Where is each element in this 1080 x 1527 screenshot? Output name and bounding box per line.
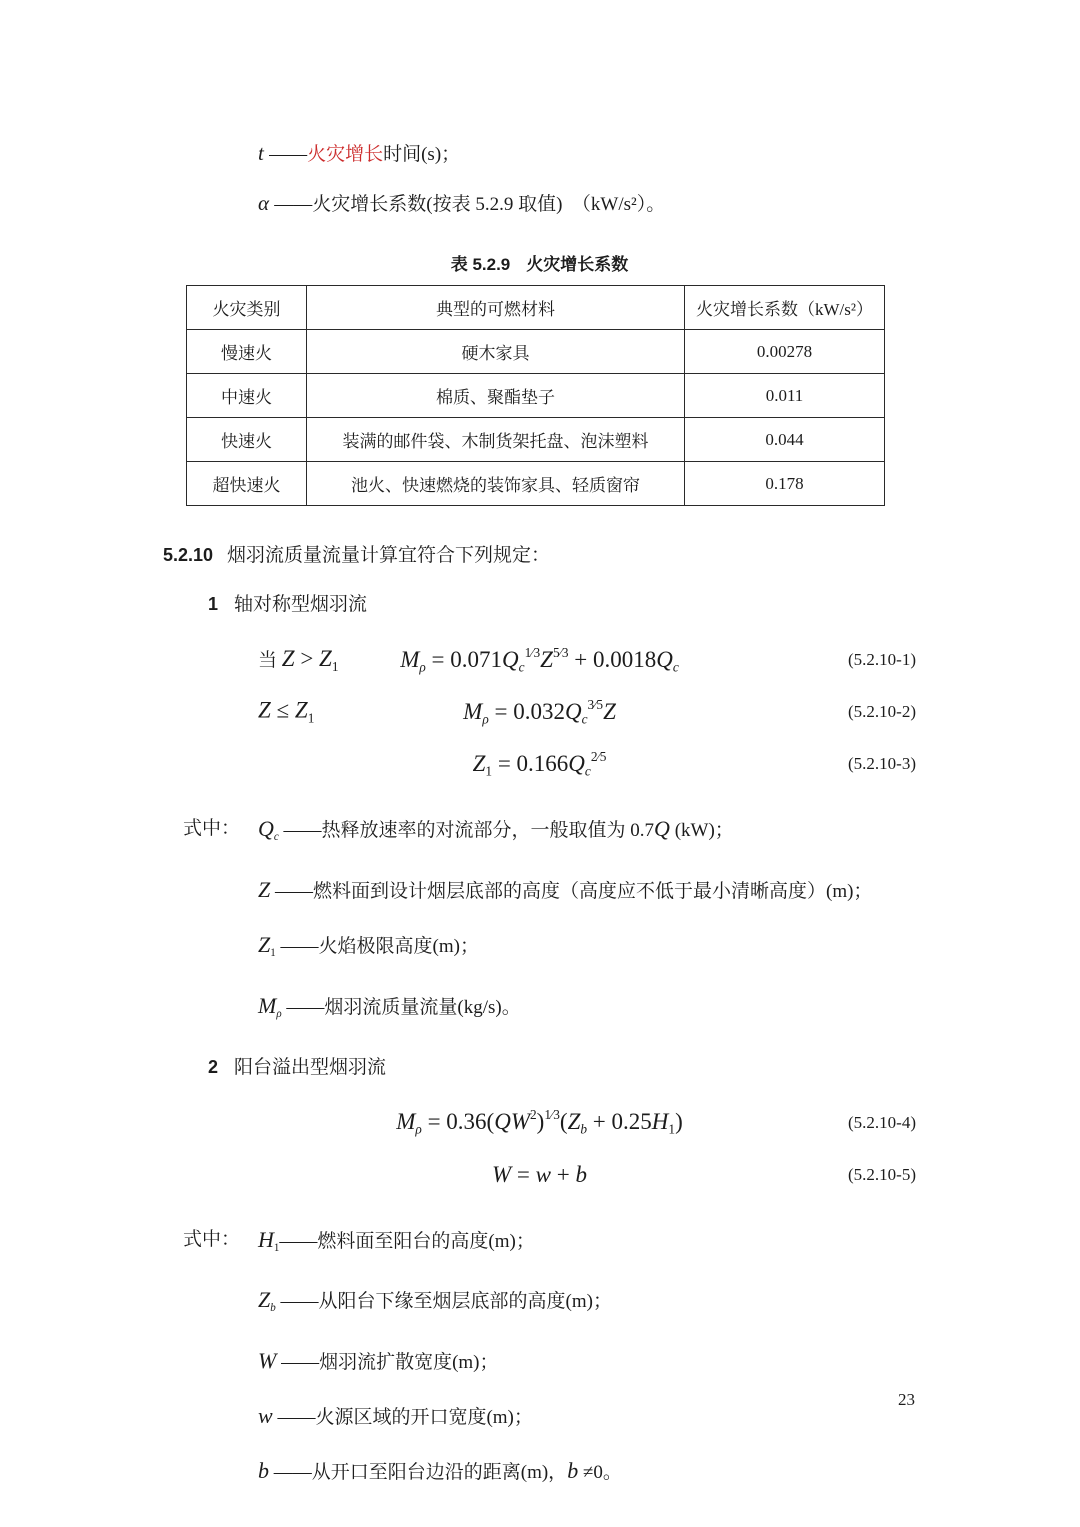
equation-number: (5.2.10-2) — [848, 702, 916, 721]
table-row — [187, 374, 885, 418]
table-cell: 硬木家具 — [307, 330, 685, 374]
table-cell: 中速火 — [187, 374, 307, 418]
table-cell: 池火、快速燃烧的装饰家具、轻质窗帘 — [307, 462, 685, 506]
section-number: 5.2.10 — [163, 545, 214, 565]
definition-text: $H_1——$燃料面至阳台的高度(m)； — [258, 1226, 535, 1254]
table-row — [187, 418, 885, 462]
subsection-2 — [208, 1052, 916, 1083]
page-content — [163, 0, 916, 1511]
section-5-2-10 — [163, 540, 916, 571]
equation-5-2-10-3 — [163, 738, 916, 790]
equation-number: (5.2.10-1) — [848, 650, 916, 669]
table-cell: 慢速火 — [187, 330, 307, 374]
equation-body: $Z_1 = 0.166Q_c^{2⁄5}$ — [472, 748, 607, 779]
table-header-row — [187, 286, 885, 330]
definition-item — [163, 875, 916, 907]
equation-body: $M_\rho = 0.36(QW^2)^{1⁄3}(Z_b + 0.25H_1)$ — [396, 1107, 683, 1137]
definition-text: $Z_1$ ——火焰极限高度(m)； — [258, 931, 479, 959]
subsection-1 — [208, 589, 916, 620]
definition-text: W ——烟羽流扩散宽度(m)； — [258, 1348, 499, 1374]
table-header-cell: 火灾增长系数（kW/s²） — [685, 286, 885, 330]
table-cell: 0.044 — [685, 418, 885, 462]
definition-text: $Z_b$ ——从阳台下缘至烟层底部的高度(m)； — [258, 1287, 612, 1315]
subsection-title: 阳台溢出型烟羽流 — [234, 1056, 387, 1078]
equation-5-2-10-1 — [163, 634, 916, 686]
subsection-number: 1 — [208, 594, 219, 614]
equation-number: (5.2.10-3) — [848, 754, 916, 773]
equation-body: W = w + b — [492, 1161, 587, 1187]
definitions-axisymmetric — [163, 814, 916, 1029]
subsection-number: 2 — [208, 1056, 219, 1077]
definition-text: $M_\rho$ ——烟羽流质量流量(kg/s)。 — [258, 992, 521, 1020]
definition-item — [163, 1346, 916, 1378]
table-title — [163, 250, 916, 275]
definition-text: w ——火源区域的开口宽度(m)； — [258, 1403, 533, 1429]
table-cell: 快速火 — [187, 418, 307, 462]
definition-prefix: 式中： — [183, 818, 241, 839]
definition-text: $Q_c$ ——热释放速率的对流部分，一般取值为 0.7Q (kW)； — [258, 816, 734, 843]
definition-item — [163, 1456, 916, 1488]
table-row — [187, 330, 885, 374]
table-title-text: 火灾增长系数 — [526, 255, 629, 274]
table-cell: 0.00278 — [685, 330, 885, 374]
table-title-label: 表 5.2.9 — [450, 255, 511, 274]
table-header-cell: 典型的可燃材料 — [307, 286, 685, 330]
equation-body: $M_\rho = 0.032Q_c^{3⁄5}Z$ — [463, 696, 616, 727]
definition-item — [163, 1285, 916, 1323]
definition-prefix: 式中： — [183, 1228, 241, 1250]
equation-5-2-10-2 — [163, 686, 916, 738]
definition-item — [163, 1225, 916, 1263]
definition-text: b ——从开口至阳台边沿的距离(m)，b ≠0。 — [258, 1458, 622, 1484]
section-text: 烟羽流质量流量计算宜符合下列规定： — [227, 545, 551, 566]
equation-body: $M_\rho = 0.071Q_c^{1⁄3}Z^{5⁄3} + 0.0018Q_c$ — [400, 644, 679, 675]
fire-growth-table — [186, 285, 885, 506]
subsection-title: 轴对称型烟羽流 — [234, 594, 368, 615]
definition-item — [163, 991, 916, 1029]
table-cell: 超快速火 — [187, 462, 307, 506]
equation-number: (5.2.10-5) — [848, 1164, 916, 1184]
equation-number: (5.2.10-4) — [848, 1112, 916, 1132]
definition-item — [163, 814, 916, 852]
definition-item — [163, 1401, 916, 1433]
table-row — [187, 462, 885, 506]
variable-def-alpha: α ——火灾增长系数(按表 5.2.9 取值) （kW/s²）。 — [258, 191, 666, 215]
equation-5-2-10-4 — [163, 1097, 916, 1149]
table-cell: 装满的邮件袋、木制货架托盘、泡沫塑料 — [307, 418, 685, 462]
equation-5-2-10-5 — [163, 1149, 916, 1201]
table-cell: 0.011 — [685, 374, 885, 418]
page-number: 23 — [898, 1390, 915, 1409]
table-cell: 棉质、聚酯垫子 — [307, 374, 685, 418]
definition-item — [163, 930, 916, 968]
table-cell: 0.178 — [685, 462, 885, 506]
equation-condition: $Z \le Z_1$ — [258, 697, 315, 726]
definition-text: Z ——燃料面到设计烟层底部的高度（高度应不低于最小清晰高度）(m)； — [258, 876, 873, 902]
definitions-balcony — [163, 1225, 916, 1489]
equation-condition: 当 $Z > Z_1$ — [258, 646, 339, 674]
variable-def-t: t ——火灾增长时间(s)； — [258, 141, 461, 165]
table-header-cell: 火灾类别 — [187, 286, 307, 330]
